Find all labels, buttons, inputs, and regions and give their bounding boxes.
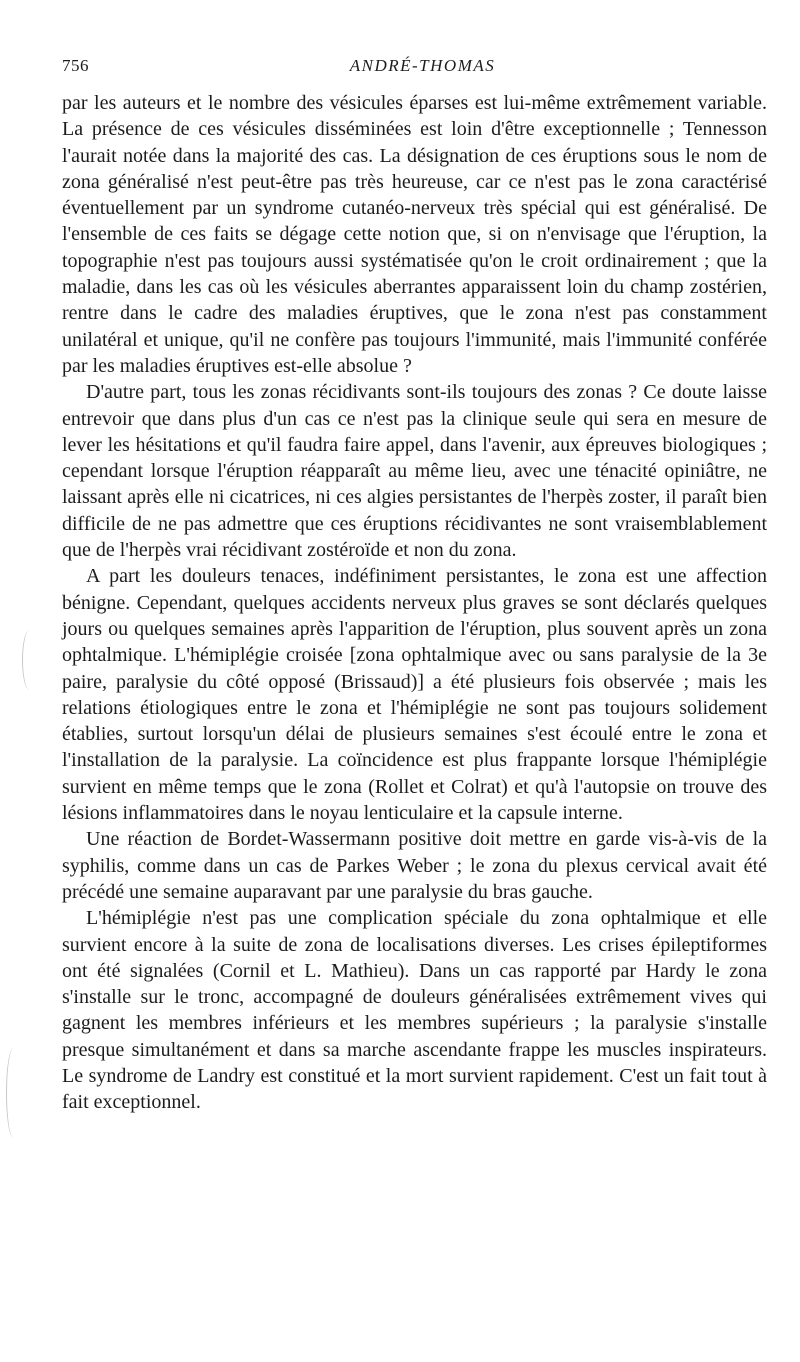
- paragraph-4: Une réaction de Bordet-Wassermann positive doit mettre en garde vis-à-vis de la syphilis, comme dans un cas de Parkes Weber ; le zona du plexus cervical avait été précédé une semaine auparavant par une paralysie du bras gauche.: [62, 828, 767, 903]
- paragraph-3: A part les douleurs tenaces, indéfiniment persistantes, le zona est une affection bénigne. Cependant, quelques accidents nerveux plus graves se sont déclarés quelques jours ou quelques semaines après l'apparition de l'éruption, plus souvent après un zona ophtalmique. L'hémiplégie croisée [zona ophtalmique avec ou sans paralysie de la 3e paire, paralysie du côté opposé (Brissaud)] a été plusieurs fois observée ; mais les relations étiologiques entre le zona et l'hémiplégie ne sont pas toujours solidement établies, surtout lorsqu'un délai de plusieurs semaines s'est écoulé entre le zona et l'installation de la paralysie. La coïncidence est plus frappante lorsque l'hémiplégie survient en même temps que le zona (Rollet et Colrat) et qu'à l'autopsie on trouve des lésions inflammatoires dans le noyau lenticulaire et la capsule interne.: [62, 565, 767, 825]
- margin-pencil-mark-upper: [22, 630, 37, 690]
- paragraph-2: D'autre part, tous les zonas récidivants sont-ils toujours des zonas ? Ce doute laisse entrevoir que dans plus d'un cas ce n'est pas la clinique seule qui sera en mesure de lever les hésitations et qu'il faudra faire appel, dans l'avenir, aux épreuves biologiques ; cependant lorsque l'éruption réapparaît au même lieu, avec une ténacité opiniâtre, ne laissant après elle ni cicatrices, ni ces algies persistantes de l'herpès zoster, il paraît bien difficile de ne pas admettre que ces éruptions récidivantes ne sont vraisemblablement que de l'herpès vrai récidivant zostéroïde et non du zona.: [62, 381, 767, 562]
- paragraph-1: par les auteurs et le nombre des vésicules éparses est lui-même extrêmement variable. La présence de ces vésicules disséminées est loin d'être exceptionnelle ; Tennesson l'aurait notée dans la majorité des cas. La désignation de ces éruptions sous le nom de zona généralisé n'est peut-être pas très heureuse, car ce n'est pas le zona caractérisé éventuellement par un syndrome cutanéo-nerveux très spécial qui est généralisé. De l'ensemble de ces faits se dégage cette notion que, si on n'envisage que l'éruption, la topographie n'est pas toujours aussi systématisée qu'on le croit ordinairement ; que la maladie, dans les cas où les vésicules aberrantes apparaissent loin du champ zostérien, rentre dans le cadre des maladies éruptives, que le zona n'est pas constamment unilatéral et unique, qu'il ne confère pas toujours l'immunité, mais l'immunité conférée par les maladies éruptives est-elle absolue ?: [62, 92, 767, 377]
- running-title: ANDRÉ-THOMAS: [349, 56, 496, 75]
- paragraph-5: L'hémiplégie n'est pas une complication spéciale du zona ophtalmique et elle survient encore à la suite de zona de localisations diverses. Les crises épileptiformes ont été signalées (Cornil et L. Mathieu). Dans un cas rapporté par Hardy le zona s'installe sur le tronc, accompagné de douleurs généralisées extrêmement vives qui gagnent les membres inférieurs et les membres supérieurs ; la paralysie s'installe presque simultanément et dans sa marche ascendante frappe les muscles inspirateurs. Le syndrome de Landry est constitué et la mort survient rapidement. C'est un fait tout à fait exceptionnel.: [62, 907, 767, 1114]
- page-number: 756: [62, 56, 89, 75]
- margin-pencil-mark-lower: [6, 1048, 21, 1138]
- running-head: [62, 56, 767, 86]
- book-page: [62, 56, 767, 1116]
- body-text: [62, 90, 767, 1116]
